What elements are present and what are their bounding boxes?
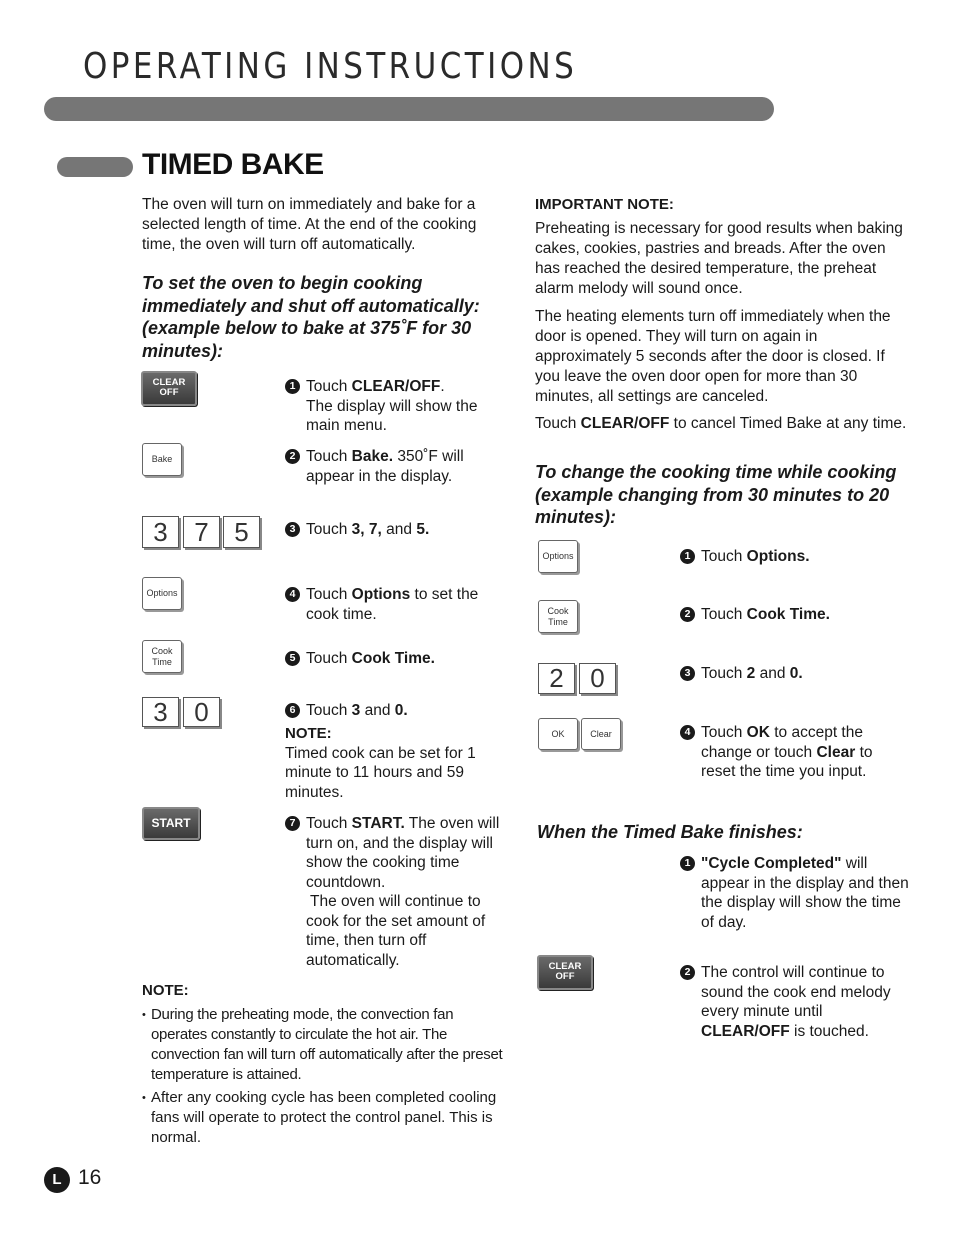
start-key: START: [142, 807, 200, 840]
bottom-note-head: NOTE:: [142, 982, 189, 999]
section-pill: [57, 157, 133, 177]
bottom-note-bullet-2: • After any cooking cycle has been completed cooling fans will operate to protect the control panel. This is normal.: [142, 1089, 497, 1146]
options-key: Options: [142, 577, 182, 610]
left-step-6: 6 Touch 3 and 0.: [285, 701, 505, 721]
options-key-right: Options: [538, 540, 578, 573]
digit-key: 0: [579, 663, 616, 694]
cook-time-key-right: Cook Time: [538, 600, 578, 633]
clear-key: Clear: [581, 718, 621, 750]
ok-key: OK: [538, 718, 578, 750]
left-step-5: 5 Touch Cook Time.: [285, 649, 505, 669]
right-step-4: 4 Touch OK to accept the change or touch Clear to reset the time you input.: [680, 723, 920, 783]
lg-logo-icon: L: [44, 1167, 70, 1193]
left-step-1: 1 Touch CLEAR/OFF. The display will show the main menu.: [285, 377, 505, 437]
bake-key: Bake: [142, 443, 182, 476]
left-step-7: 7 Touch START. The oven will turn on, and the display will show the cooking time countdown. The oven will continue to cook for the set amount of time, then turn off automatically.: [285, 814, 510, 974]
digit-key: 3: [142, 516, 179, 548]
digit-key: 7: [183, 516, 220, 548]
important-paragraph-3: Touch CLEAR/OFF to cancel Timed Bake at any time.: [535, 415, 907, 432]
digit-key: 2: [538, 663, 575, 694]
right-step-1: 1 Touch Options.: [680, 547, 920, 567]
important-note-head: IMPORTANT NOTE:: [535, 196, 674, 213]
header-bar: [44, 97, 774, 121]
clear-off-key-right: CLEAR OFF: [537, 955, 593, 990]
digit-key: 0: [183, 697, 220, 727]
digit-key: 5: [223, 516, 260, 548]
bottom-note-bullet-1: • During the preheating mode, the convection fan operates constantly to circulate the hot air. The convection fan will turn off automatically after the preset temperature is attained.: [142, 1006, 503, 1083]
finish-step-2: 2 The control will continue to sound the cook end melody every minute until CLEAR/OFF is touched.: [680, 963, 920, 1043]
right-subhead: To change the cooking time while cooking (example changing from 30 minutes to 20 minutes):: [535, 462, 897, 527]
right-step-2: 2 Touch Cook Time.: [680, 605, 920, 625]
clear-off-key: CLEAR OFF: [141, 371, 197, 406]
important-paragraph-2: The heating elements turn off immediately when the door is opened. They will turn on again in approximately 5 seconds after the door is closed. If you leave the oven door open for more than 30 minutes, all settings are canceled.: [535, 308, 891, 405]
page-number: 16: [78, 1166, 102, 1189]
left-subhead: To set the oven to begin cooking immediately and shut off automatically: (example below to bake at 375˚F for 30 minutes):: [142, 273, 480, 361]
finish-subhead: When the Timed Bake finishes:: [537, 822, 803, 842]
cook-time-key: Cook Time: [142, 640, 182, 673]
finish-step-1: 1 "Cycle Completed" will appear in the display and then the display will show the time of day.: [680, 854, 920, 934]
header-title: OPERATING INSTRUCTIONS: [83, 46, 578, 87]
step-6-note: NOTE: Timed cook can be set for 1 minute to 11 hours and 59 minutes.: [285, 725, 476, 801]
intro-paragraph: The oven will turn on immediately and bake for a selected length of time. At the end of the cooking time, the oven will turn off automatically.: [142, 196, 477, 253]
digit-key: 3: [142, 697, 179, 727]
right-step-3: 3 Touch 2 and 0.: [680, 664, 920, 684]
left-step-2: 2 Touch Bake. 350˚F will appear in the display.: [285, 447, 505, 487]
important-paragraph-1: Preheating is necessary for good results when baking cakes, cookies, pastries and breads. After the oven has reached the desired temperature, the preheat alarm melody will sound once.: [535, 220, 903, 297]
section-title: TIMED BAKE: [142, 148, 324, 181]
left-step-3: 3 Touch 3, 7, and 5.: [285, 520, 505, 540]
left-step-4: 4 Touch Options to set the cook time.: [285, 585, 505, 625]
